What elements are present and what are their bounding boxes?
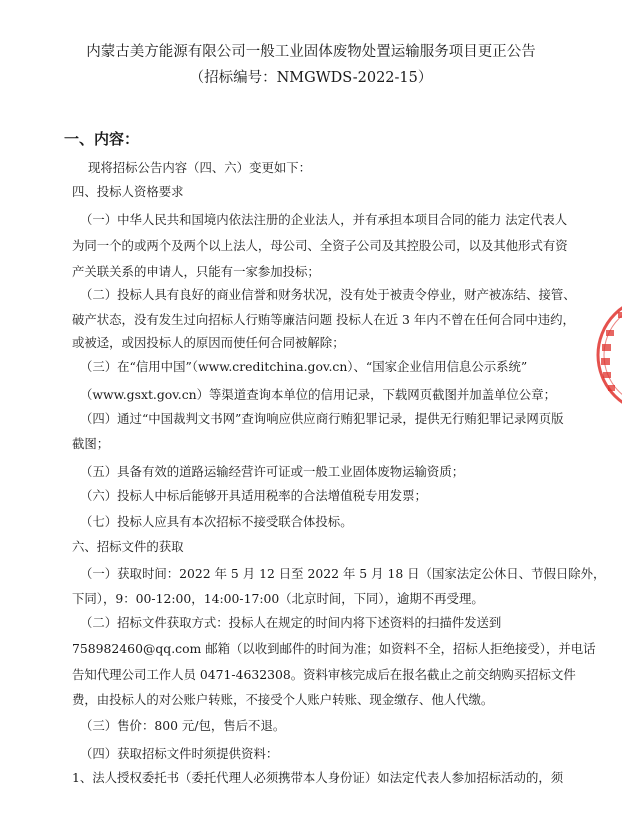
body-line: （七）投标人应具有本次招标不接受联合体投标。 [80, 514, 353, 529]
body-line: 现将招标公告内容（四、六）变更如下： [88, 160, 312, 175]
body-line: 破产状态，没有发生过向招标人行贿等廉洁问题 投标人在近 3 年内不曾在任何合同中违约， [72, 312, 575, 327]
body-line: （三）在“信用中国”（www.creditchina.gov.cn）、“国家企业信用信息公示系统” [80, 359, 528, 374]
body-line: （二）投标人具有良好的商业信誉和财务状况，没有处于被责令停业，财产被冻结、接管、 [80, 287, 576, 302]
body-line: （www.gsxt.gov.cn）等渠道查询本单位的信用记录，下载网页截图并加盖单位公章； [80, 387, 556, 402]
section-heading: 一、内容： [64, 130, 140, 148]
body-line: （四）获取招标文件时须提供资料： [80, 746, 279, 761]
body-line: 或被迳，或因投标人的原因而使任何合同被解除； [72, 335, 345, 350]
body-line: 告知代理公司工作人员 0471-4632308。资料审核完成后在报名截止之前交纳购买招标文件 [72, 667, 576, 682]
tender-number: （招标编号：NMGWDS-2022-15） [189, 70, 433, 86]
body-line: 截图； [72, 436, 110, 451]
body-line: 为同一个的或两个及两个以上法人，母公司、全资子公司及其控股公司，以及其他形式有资 [72, 238, 568, 253]
body-line: 758982460@qq.com 邮箱（以收到邮件的时间为准；如资料不全，招标人拒绝接受），并电话 [72, 641, 596, 656]
body-line: （一）中华人民共和国境内依法注册的企业法人，并有承担本项目合同的能力 法定代表人 [80, 212, 568, 227]
red-seal-stamp [588, 290, 622, 420]
body-line: （四）通过“中国裁判文书网”查询响应供应商行贿犯罪记录，提供无行贿犯罪记录网页版 [80, 411, 564, 426]
body-line: （五）具备有效的道路运输经营许可证或一般工业固体废物运输资质； [80, 464, 465, 479]
notice-title: 内蒙古美方能源有限公司一般工业固体废物处置运输服务项目更正公告 [86, 44, 536, 60]
body-line: （三）售价：800 元/包，售后不退。 [80, 718, 286, 733]
body-line: 1、法人授权委托书（委托代理人必须携带本人身份证）如法定代表人参加招标活动的，须 [72, 770, 564, 785]
body-line: 费，由投标人的对公账户转账，不接受个人账户转账、现金缴存、他人代缴。 [72, 692, 494, 707]
body-line: （六）投标人中标后能够开具适用税率的合法增值税专用发票； [80, 488, 427, 503]
body-line: 产关联关系的申请人，只能有一家参加投标； [72, 264, 320, 279]
body-line: 下同），9：00-12:00，14:00-17:00（北京时间，下同），逾期不再受理。 [72, 591, 484, 606]
body-line: （二）招标文件获取方式：投标人在规定的时间内将下述资料的扫描件发送到 [80, 615, 502, 630]
body-line: 四、投标人资格要求 [72, 184, 184, 199]
body-line: （一）获取时间：2022 年 5 月 12 日至 2022 年 5 月 18 日（国家法定公休日、节假日除外， [80, 566, 606, 581]
body-line: 六、招标文件的获取 [72, 539, 184, 554]
